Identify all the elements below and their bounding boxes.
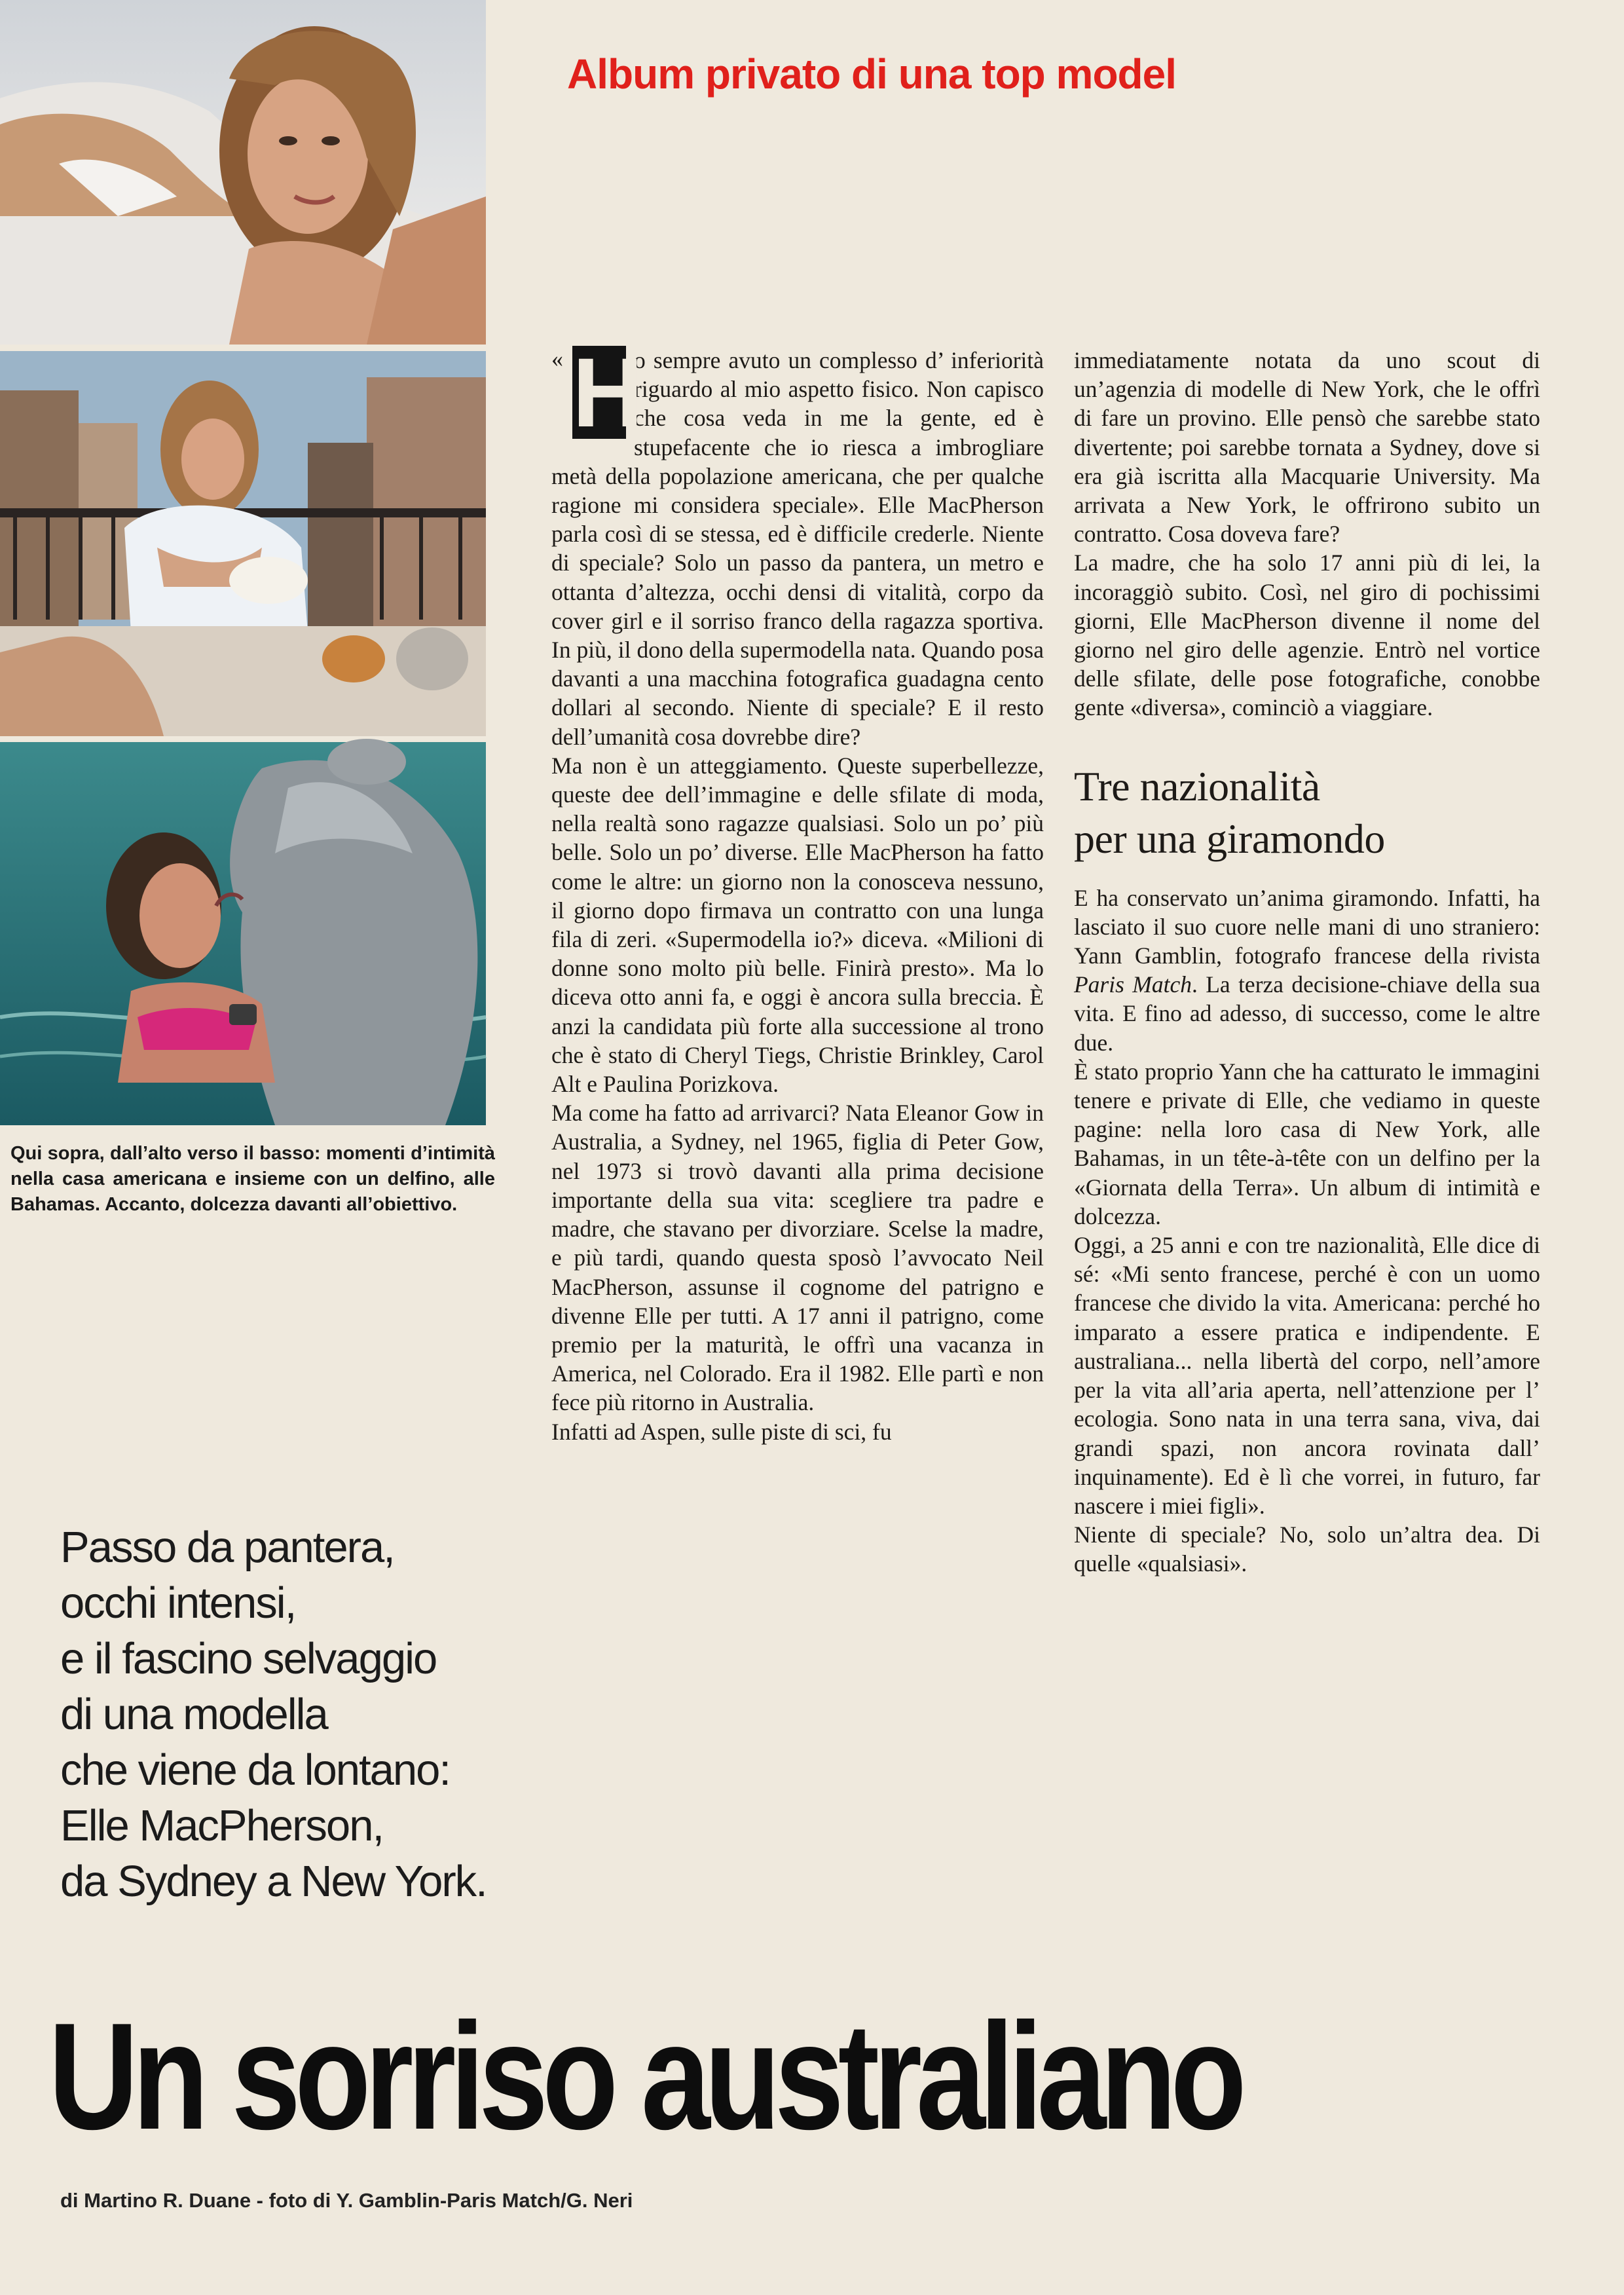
- article-column-1: [551, 337, 1044, 1446]
- paragraph: o sempre avuto un complesso d’ inferiorità riguardo al mio aspetto fisico. Non capisco che cosa veda in me la gente, ed è stupefacente che io riesca a imbrogliare metà della popolazione americana, che per qualche ragione mi considera speciale». Elle MacPherson parla così di se stessa, ed è difficile crederle. Niente di speciale? Solo un passo da pantera, un metro e ottanta d’altezza, occhi densi di vitalità, corpo da cover girl e il sorriso franco della ragazza sportiva. In più, il dono della supermodella nata. Quando posa davanti a una macchina fotografica guadagna cento dollari al secondo. Niente di speciale? E il resto dell’umanità cosa dovrebbe dire?: [551, 347, 1044, 750]
- paragraph: Oggi, a 25 anni e con tre nazionalità, Elle dice di sé: «Mi sento francese, perché è con un uomo francese che divido la vita. Americana: perché ho imparato a essere pratica e indipendente. E australiana... nella libertà del corpo, nell’amore per la vita all’aria aperta, nell’attenzione per l’ ecologia. Sono nata in una terra sana, viva, dai grandi spazi, non ancora rovinata dall’ inquinamente). Ed è lì che vorrei, in futuro, far nascere i miei figli».: [1074, 1232, 1540, 1519]
- dolphin-kiss-photo: [0, 742, 486, 1125]
- subheading: [1074, 760, 1540, 865]
- paragraph: È stato proprio Yann che ha catturato le immagini tenere e private di Elle, che vediamo in queste pagine: nella loro casa di New York, alle Bahamas, in un tête-à-tête con un delfino per la «Giornata della Terra». Un album di intimità e dolcezza.: [1074, 1058, 1540, 1229]
- pull-quote-line: e il fascino selvaggio: [60, 1634, 437, 1683]
- pull-quote: [60, 1520, 571, 1909]
- dropcap-block: [551, 337, 644, 447]
- paragraph: Ma non è un atteggiamento. Queste superbellezze, queste dee dell’immagine e delle sfilate di moda, nella realtà sono ragazze qualsiasi. Solo un po’ più belle. Solo un po’ diverse. Elle MacPherson ha fatto come le altre: un giorno non la conosceva nessuno, il giorno dopo firmava un contratto con una lunga fila di zeri. «Supermodella io?» diceva. «Milioni di donne sono molto più belle. Finirà presto». Ma lo diceva otto anni fa, e oggi è ancora sulla breccia. È anzi la candidata più forte alla successione al trono che è stato di Cheryl Tiegs, Christie Brinkley, Carol Alt e Paulina Porizkova.: [551, 752, 1044, 1098]
- kicker: Album privato di una top model: [567, 50, 1176, 98]
- paragraph: immediatamente notata da uno scout di un’agenzia di modelle di New York, che le offrì di fare un provino. Elle pensò che sarebbe stato divertente; poi sarebbe tornata a Sydney, dove si era già iscritta alla Macquarie University. Ma arrivata a New York, le offrirono subito un contratto. Cosa doveva fare?: [1074, 347, 1540, 548]
- pull-quote-line: da Sydney a New York.: [60, 1857, 487, 1906]
- dropcap: H: [572, 337, 644, 447]
- paragraph: Ma come ha fatto ad arrivarci? Nata Eleanor Gow in Australia, a Sydney, nel 1965, figlia di Peter Gow, nel 1973 si trovò davanti alla prima decisione importante della sua vita: scegliere tra padre e madre, che stavano per divorziare. Scelse la madre, e più tardi, quando questa sposò l’avvocato Neil MacPherson, assunse il cognome del patrigno e divenne Elle per tutti. A 17 anni il patrigno, come premio per la maturità, le offrì una vacanza in America, nel Colorado. Era il 1982. Elle partì e non fece più ritorno in Australia.: [551, 1100, 1044, 1416]
- pull-quote-line: di una modella: [60, 1690, 327, 1739]
- text-run: . La terza decisione-chiave della sua vita. E fino ad adesso, di successo, come le altre due.: [1074, 971, 1540, 1056]
- subheading-line: per una giramondo: [1074, 815, 1385, 862]
- paragraph: Niente di speciale? No, solo un’altra dea. Di quelle «qualsiasi».: [1074, 1521, 1540, 1577]
- magazine-title: Paris Match: [1074, 971, 1192, 998]
- text-run: E ha conservato un’anima giramondo. Infatti, ha lasciato il suo cuore nelle mani di uno straniero: Yann Gamblin, fotografo francese della rivista: [1074, 884, 1540, 969]
- headline: Un sorriso australiano: [48, 1992, 1241, 2161]
- pull-quote-line: che viene da lontano:: [60, 1745, 450, 1795]
- pull-quote-line: Passo da pantera,: [60, 1523, 394, 1572]
- show-through-texture: [63, 1231, 508, 1506]
- paragraph: Infatti ad Aspen, sulle piste di sci, fu: [551, 1418, 892, 1445]
- opening-quote-mark: «: [551, 346, 563, 372]
- woman-in-bed-photo: [0, 0, 486, 345]
- photo-caption: Qui sopra, dall’alto verso il basso: momenti d’intimità nella casa americana e insieme con un delfino, alle Bahamas. Accanto, dolcezza davanti all’obiettivo.: [10, 1143, 495, 1215]
- paragraph: La madre, che ha solo 17 anni più di lei, la incoraggiò subito. Così, nel giro di pochissimi giorni, Elle MacPherson divenne il nome del giorno nel giro delle agenzie. Entrò nel vortice delle sfilate, delle pose fotografiche, conobbe gente «diversa», cominciò a viaggiare.: [1074, 550, 1540, 721]
- pull-quote-line: Elle MacPherson,: [60, 1801, 384, 1850]
- paragraph: [1074, 884, 1540, 1057]
- article-column-2: [1074, 346, 1540, 1578]
- byline: di Martino R. Duane - foto di Y. Gamblin-Paris Match/G. Neri: [60, 2189, 633, 2212]
- subheading-line: Tre nazionalità: [1074, 762, 1320, 810]
- breakfast-on-terrace-photo: [0, 351, 486, 736]
- pull-quote-line: occhi intensi,: [60, 1578, 296, 1628]
